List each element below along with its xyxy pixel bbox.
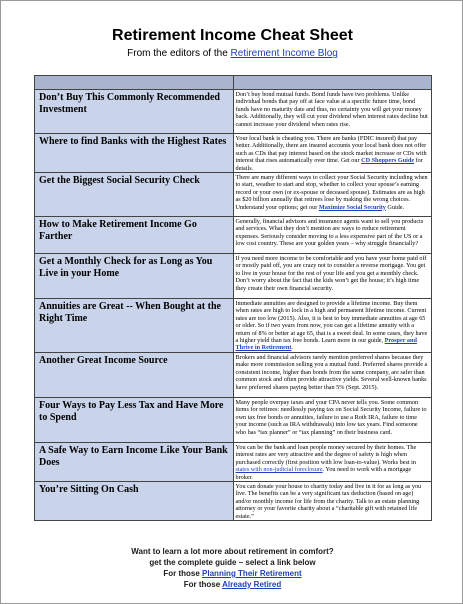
table-row [35, 254, 432, 299]
table-header-right [233, 76, 432, 90]
footer-line-2: get the complete guide – select a link below [149, 558, 316, 567]
row-text [233, 398, 432, 443]
blog-link[interactable]: Retirement Income Blog [230, 48, 338, 59]
planning-retirement-link[interactable]: Planning Their Retirement [202, 569, 302, 578]
row-label: A Safe Way to Earn Income Like Your Bank Does [35, 443, 234, 482]
cheat-sheet-table [34, 75, 432, 521]
row-label: Don’t Buy This Commonly Recommended Investment [35, 90, 234, 134]
row-text-body: Your local bank is cheating you. There are banks (FDIC insured) that pay better. Additionally, there are insured accounts your local bank does not offer such as CDs that pay interest based on the stock market increase or CDs with interest that rises automatically over time. Get our [235, 135, 427, 165]
row-text-tail: for details. [235, 157, 423, 172]
table-row [35, 90, 432, 134]
row-label: How to Make Retirement Income Go Farther [35, 217, 234, 254]
row-text-tail: Guide. [385, 203, 405, 211]
table-row [35, 217, 432, 254]
row-text [233, 443, 432, 482]
table-row [35, 134, 432, 173]
row-label: Where to find Banks with the Highest Rates [35, 134, 234, 173]
row-text [233, 482, 432, 521]
row-label: Get the Biggest Social Security Check [35, 173, 234, 217]
row-text [233, 134, 432, 173]
row-text-body: You can be the bank and loan people money secured by their homes. The interest rates are very attractive and the degree of safety is high when purchased correctly (first position with low loan-to-value). Works best in [235, 444, 417, 466]
cd-guide-link[interactable]: CD Shoppers Guide [361, 157, 415, 165]
row-text-body: Many people overpay taxes and your CPA never tells you. Some common items for retirees: needlessly paying tax on Social Security Income, failure to own tax free bonds or annuities, failure to use a Roth IRA, failure to time your income (such as IRA withdrawals) into low tax years. Find someone who has “tax planner” or “tax planning” on their business card. [235, 399, 427, 436]
row-text-tail: . You need to work with a mortgage broker. [235, 466, 412, 481]
table-row [35, 398, 432, 443]
table-row [35, 353, 432, 398]
table-header-row [35, 76, 432, 90]
row-text [233, 173, 432, 217]
row-text-body: Immediate annuities are designed to provide a lifetime income. Buy them when rates are high to lock in a high and permanent lifetime income. Current rates are too low (2015). Also, it is best to buy immediate annuities at age 65 or older. So if two years from now, you can get a lifetime annuity with a return of 8% or better at age 65, that is a sweet deal. In some cases, they have a higher yield than tax free bonds. Learn more in our guide, [235, 300, 428, 345]
non-judicial-states-link[interactable]: states with non-judicial foreclosure [235, 466, 323, 474]
row-text [233, 353, 432, 398]
row-text-body: Don’t buy bond mutual funds. Bond funds have two problems. Unlike individual bonds that pay off at face value at a specific future time, bond funds have no maturity date and thus, no certainty you will get your money back. Additionally, they will cut your dividend when interest rates decline but cannot increase your dividend when rates rise. [235, 91, 428, 128]
row-text [233, 90, 432, 134]
row-text-body: Generally, financial advisors and insurance agents want to sell you products and services. What they don’t mention are ways to reduce retirement expenses. Seriously consider moving to a less expensive part of the US or a low cost country. These are your golden years – why struggle financially? [235, 218, 424, 248]
already-retired-link[interactable]: Already Retired [222, 580, 282, 589]
row-text-body: There are many different ways to collect your Social Security including when to start, weather to start and stop, whether to collect your spouse’s earning record or your own (or ex-spouse or deceased spouse). Estimates are as high as $20 billion annually that retirees lose by making the wrong choices. Understand your options; get our [235, 174, 428, 211]
row-text-body: Brokers and financial advisors rarely mention preferred shares because they make more commission selling you a mutual fund. Preferred shares provide a consistent income, higher than bonds from the same company, are safer than common stock and often provide attractive yields. Several well-known banks have preferred shares paying better than 5% (Sept. 2015). [235, 354, 428, 391]
row-label: Another Great Income Source [35, 353, 234, 398]
page-title: Retirement Income Cheat Sheet [112, 27, 353, 44]
table-row [35, 482, 432, 521]
row-label: Annuities are Great -- When Bought at the Right Time [35, 299, 234, 353]
subtitle-prefix: From the editors of the [127, 48, 231, 59]
page-subtitle [1, 48, 463, 59]
row-label: You’re Sitting On Cash [35, 482, 234, 521]
footer-line-4 [1, 580, 463, 589]
footer-line-1: Want to learn a lot more about retirement in comfort? [131, 547, 334, 556]
row-text [233, 299, 432, 353]
table-row [35, 443, 432, 482]
table-header-left [35, 76, 234, 90]
row-text-tail: . [291, 344, 293, 352]
row-text [233, 217, 432, 254]
row-text [233, 254, 432, 299]
footer-line-3 [1, 569, 463, 578]
footer-line-4-prefix: For those [183, 580, 223, 589]
table-row [35, 173, 432, 217]
row-text-body: You can donate your house to charity today and live in it for as long as you live. The benefits can be a very significant tax deduction (based on age) and/or monthly income for life from the charity. Talk to an estate planning attorney or your favorite charity about a “charitable gift with retained life estate.” [235, 483, 422, 520]
social-security-guide-link[interactable]: Maximize Social Security [318, 203, 386, 211]
footer-line-3-prefix: For those [163, 569, 203, 578]
row-label: Four Ways to Pay Less Tax and Have More to Spend [35, 398, 234, 443]
row-text-body: If you need more income to be comfortable and you have your home paid off or mostly paid off, you are crazy not to consider a reverse mortgage. You get to live in your house for the rest of your life and you get a monthly check. Don’t worry about the fact that the kids won’t get the house; it’s high time they create their own financial security. [235, 255, 427, 292]
row-label: Get a Monthly Check for as Long as You Live in your Home [35, 254, 234, 299]
table-row [35, 299, 432, 353]
prosper-guide-link[interactable]: Prosper and Thrive in Retirement [235, 337, 417, 352]
